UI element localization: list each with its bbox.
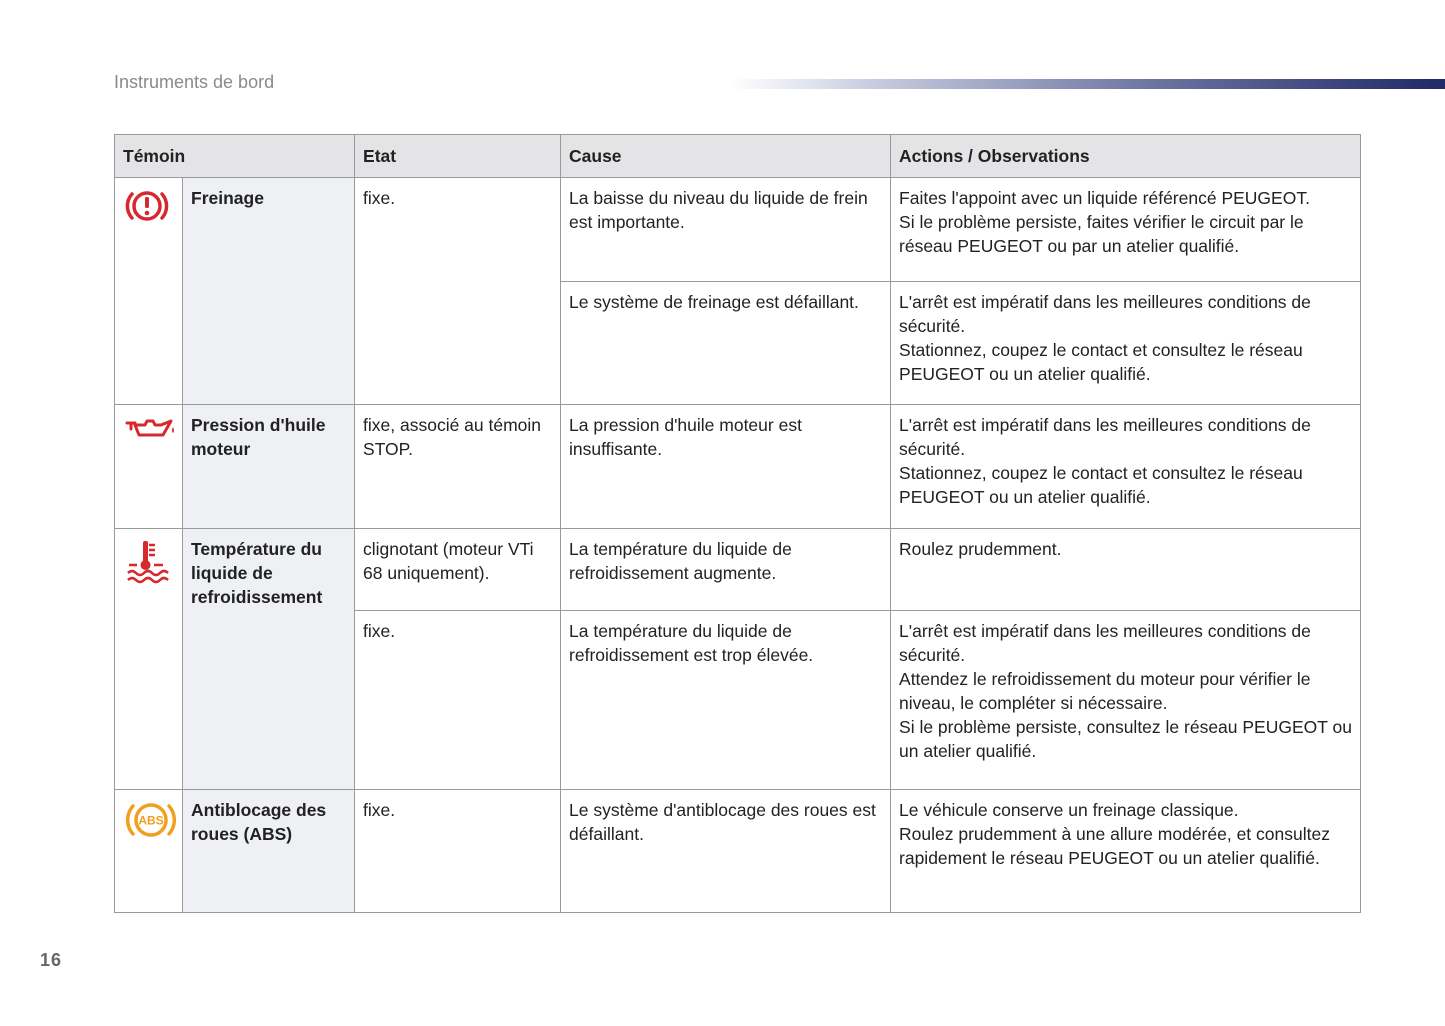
- abs-icon: [123, 798, 179, 848]
- etat-cell: fixe.: [355, 178, 561, 405]
- cause-cell: La pression d'huile moteur est insuffisante.: [561, 405, 891, 529]
- section-title: Instruments de bord: [114, 72, 275, 92]
- page-number: 16: [40, 950, 63, 970]
- table-row: [115, 405, 1361, 529]
- action-line: Stationnez, coupez le contact et consultez le réseau PEUGEOT ou un atelier qualifié.: [899, 463, 1303, 507]
- table-header-row: [115, 135, 1361, 178]
- cause-cell: Le système d'antiblocage des roues est défaillant.: [561, 790, 891, 913]
- abs-icon-label: ABS: [138, 813, 164, 828]
- icon-cell: [115, 790, 183, 913]
- actions-cell: [891, 405, 1361, 529]
- oil-pressure-icon: [123, 413, 179, 449]
- etat-cell: fixe, associé au témoin STOP.: [355, 405, 561, 529]
- warning-name: Température du liquide de refroidissement: [183, 529, 355, 790]
- brake-warning-icon: [123, 186, 171, 232]
- table-row: [115, 790, 1361, 913]
- warning-name: Freinage: [183, 178, 355, 405]
- actions-cell: [891, 178, 1361, 282]
- action-line: Si le problème persiste, faites vérifier le circuit par le réseau PEUGEOT ou par un atelier qualifié.: [899, 212, 1304, 256]
- action-line: L'arrêt est impératif dans les meilleures conditions de sécurité.: [899, 415, 1311, 459]
- icon-cell: [115, 529, 183, 790]
- column-header-actions: Actions / Observations: [891, 135, 1361, 178]
- actions-cell: [891, 529, 1361, 611]
- cause-cell: La température du liquide de refroidissement est trop élevée.: [561, 611, 891, 790]
- coolant-temperature-icon: [123, 537, 171, 591]
- etat-cell: clignotant (moteur VTi 68 uniquement).: [355, 529, 561, 611]
- actions-cell: [891, 611, 1361, 790]
- etat-cell: fixe.: [355, 611, 561, 790]
- actions-cell: [891, 790, 1361, 913]
- cause-cell: La baisse du niveau du liquide de frein est importante.: [561, 178, 891, 282]
- action-line: Roulez prudemment à une allure modérée, et consultez rapidement le réseau PEUGEOT ou un atelier qualifié.: [899, 824, 1330, 868]
- action-line: Si le problème persiste, consultez le réseau PEUGEOT ou un atelier qualifié.: [899, 717, 1352, 761]
- warning-lights-table: [114, 134, 1361, 913]
- cause-cell: Le système de freinage est défaillant.: [561, 282, 891, 405]
- column-header-etat: Etat: [355, 135, 561, 178]
- action-line: Stationnez, coupez le contact et consultez le réseau PEUGEOT ou un atelier qualifié.: [899, 340, 1303, 384]
- table-row: [115, 178, 1361, 282]
- table-row: [115, 529, 1361, 611]
- column-header-cause: Cause: [561, 135, 891, 178]
- warning-name: Antiblocage des roues (ABS): [183, 790, 355, 913]
- column-header-temoin: Témoin: [115, 135, 355, 178]
- warning-name: Pression d'huile moteur: [183, 405, 355, 529]
- action-line: L'arrêt est impératif dans les meilleures conditions de sécurité.: [899, 621, 1311, 665]
- action-line: Roulez prudemment.: [899, 539, 1062, 559]
- action-line: L'arrêt est impératif dans les meilleures conditions de sécurité.: [899, 292, 1311, 336]
- action-line: Attendez le refroidissement du moteur pour vérifier le niveau, le compléter si nécessaire.: [899, 669, 1311, 713]
- header-gradient-bar: [730, 79, 1445, 89]
- icon-cell: [115, 405, 183, 529]
- etat-cell: fixe.: [355, 790, 561, 913]
- action-line: Le véhicule conserve un freinage classique.: [899, 800, 1239, 820]
- action-line: Faites l'appoint avec un liquide référencé PEUGEOT.: [899, 188, 1310, 208]
- icon-cell: [115, 178, 183, 405]
- actions-cell: [891, 282, 1361, 405]
- cause-cell: La température du liquide de refroidissement augmente.: [561, 529, 891, 611]
